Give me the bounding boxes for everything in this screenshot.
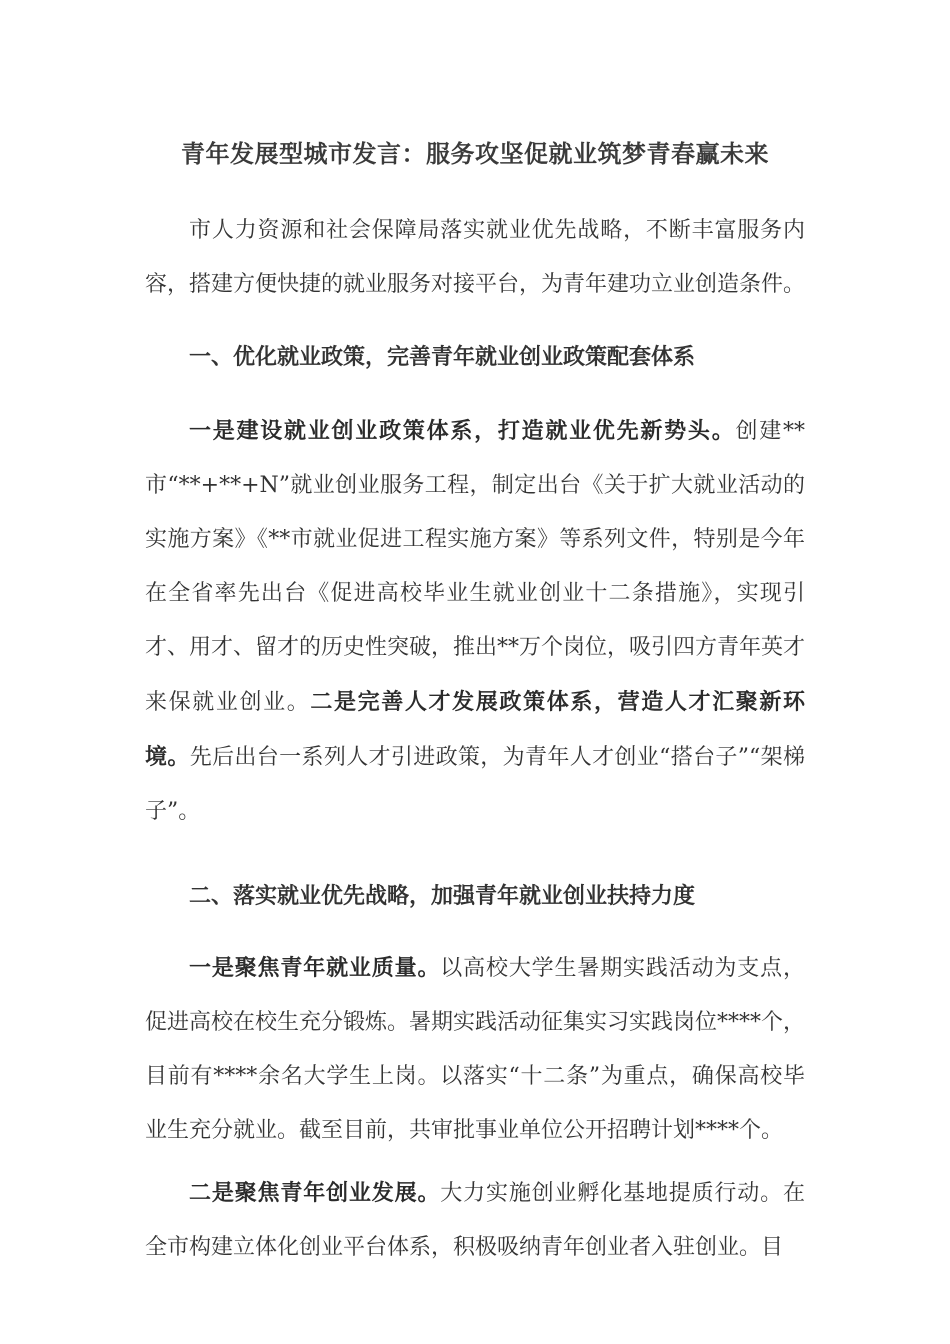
paragraph-body: 大力实施创业孵化基地提质行动。在全市构建立体化创业平台体系，积极吸纳青年创业者入驻创业。目	[145, 1181, 805, 1260]
paragraph-lead: 一是聚焦青年就业质量。	[189, 955, 441, 981]
document-page	[145, 130, 805, 1275]
section-heading-2: 二、落实就业优先战略，加强青年就业创业扶持力度	[189, 883, 696, 909]
section-2-paragraph-1	[145, 941, 805, 1158]
document-title: 青年发展型城市发言：服务攻坚促就业筑梦青春赢未来	[181, 139, 769, 168]
paragraph-body-2: 先后出台一系列人才引进政策，为青年人才创业“搭台子”“架梯子”。	[145, 745, 805, 824]
section-2-paragraph-2	[145, 1166, 805, 1275]
paragraph-lead: 一是建设就业创业政策体系，打造就业优先新势头。	[189, 418, 736, 444]
section-heading-1: 一、优化就业政策，完善青年就业创业政策配套体系	[189, 344, 696, 370]
intro-paragraph: 市人力资源和社会保障局落实就业优先战略，不断丰富服务内容，搭建方便快捷的就业服务对接平台，为青年建功立业创造条件。	[145, 218, 806, 297]
paragraph-body: 创建**市“**+**+N”就业创业服务工程，制定出台《关于扩大就业活动的实施方案》《**市就业促进工程实施方案》等系列文件，特别是今年在全省率先出台《促进高校毕业生就业创业十二条措施》，实现引才、用才、留才的历史性突破，推出**万个岗位，吸引四方青年英才来保就业创业。	[145, 419, 806, 715]
paragraph-body: 以高校大学生暑期实践活动为支点，促进高校在校生充分锻炼。暑期实践活动征集实习实践岗位****个，目前有****余名大学生上岗。以落实“十二条”为重点，确保高校毕业生充分就业。截至目前，共审批事业单位公开招聘计划****个。	[145, 956, 806, 1143]
paragraph-lead-2: 二是完善人才发展政策体系，营造人才汇聚新环境。	[145, 689, 805, 770]
section-1-paragraph-1	[145, 404, 805, 839]
paragraph-lead: 二是聚焦青年创业发展。	[189, 1180, 441, 1206]
